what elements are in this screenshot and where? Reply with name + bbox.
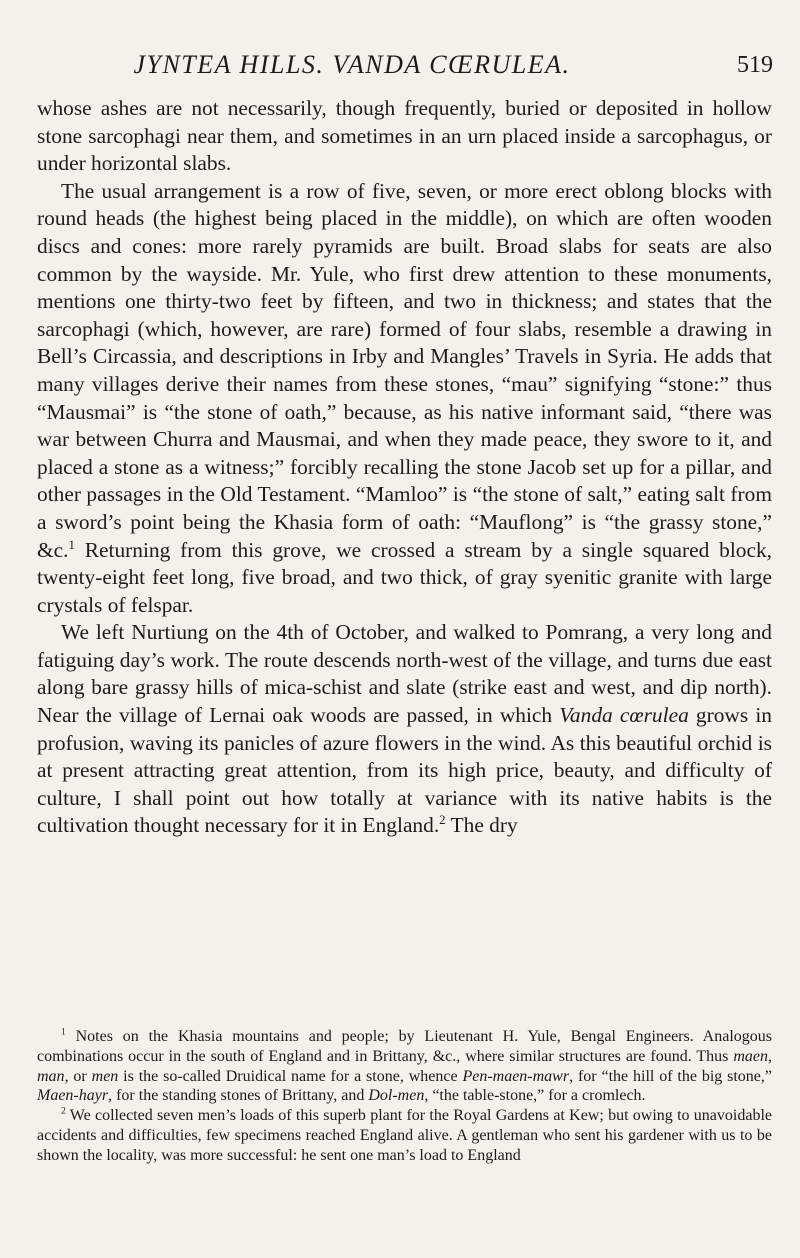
species-name: Vanda cœrulea [559, 703, 689, 728]
running-head: JYNTEA HILLS. VANDA CŒRULEA. [133, 50, 571, 79]
paragraph-text: grows in profusion, waving its panicles of azure flowers in the wind. As this beautiful orchid is at present attracting great attention, from its high price, beauty, and difficulty of culture, I shall point out how totally at variance with its native habits is the cultivation thought necessary for it in England. [37, 703, 772, 838]
paragraph-text: The usual arrangement is a row of five, seven, or more erect oblong blocks with round heads (the highest being placed in the middle), on which are often wooden discs and cones: more rarely pyramids are built. Broad slabs for seats are also common by the wayside. Mr. Yule, who first drew attention to these monuments, mentions one thirty-two feet by fifteen, and two in thickness; and states that the sarcophagi (which, however, are rare) formed of four slabs, resemble a drawing in Bell’s Circassia, and descriptions in Irby and Mangles’ Travels in Syria. He adds that many villages derive their names from these stones, “mau” signifying “stone:” thus “Mausmai” is “the stone of oath,” because, as his native informant said, “there was war between Churra and Mausmai, and when they made peace, they swore to it, and placed a stone as a witness;” forcibly recalling the stone Jacob set up for a pillar, and other passages in the Old Testament. “Mamloo” is “the stone of salt,” eating salt from a sword’s point being the Khasia form of oath: “Mauflong” is “the grassy stone,” &c. [37, 178, 772, 562]
paragraph-text: whose ashes are not necessarily, though frequently, buried or deposited in hollow stone sarcophagi near them, and sometimes in an urn placed inside a sarcophagus, or under horizontal slabs. [37, 96, 772, 176]
footnote-marker: 1 [61, 1026, 66, 1038]
footnote-italic: Pen-maen-mawr [462, 1067, 570, 1085]
footnote-text: is the so-called Druidical name for a stone, whence [118, 1067, 463, 1085]
footnote-italic: man [37, 1067, 65, 1085]
footnotes [37, 1027, 772, 1166]
footnote-text: , for “the hill of the big stone,” [569, 1067, 773, 1085]
footnote-text: , for the standing stones of Brittany, and [108, 1087, 369, 1105]
paragraph-monuments [37, 178, 772, 620]
main-text [37, 95, 772, 840]
footnote-italic: maen [733, 1047, 768, 1065]
paragraph-continuation [37, 95, 772, 178]
paragraph-text: The dry [445, 813, 518, 838]
footnote-text: , [768, 1047, 772, 1065]
footnote-text: , “the table-stone,” for a cromlech. [424, 1087, 646, 1105]
footnote-marker: 2 [61, 1105, 66, 1117]
paragraph-text: Returning from this grove, we crossed a stream by a single squared block, twenty-eight feet long, five broad, and two thick, of gray syenitic granite with large crystals of felspar. [37, 537, 772, 617]
footnote-reference-2: 2 [439, 813, 446, 828]
paragraph-pomrang [37, 619, 772, 840]
footnote-text: We collected seven men’s loads of this superb plant for the Royal Gardens at Kew; but owing to unavoidable accidents and difficulties, few specimens reached England alive. A gentleman who sent his gardener with us to be shown the locality, was more successful: he sent one man’s load to England [37, 1107, 772, 1164]
paragraph-text: We left Nurtiung on the 4th of October, and walked to Pomrang, a very long and fatiguing day’s work. The route descends north-west of the village, and turns due east along bare grassy hills of mica-schist and slate (strike east and west, and dip north). Near the village of Lernai oak woods are passed, in which [37, 620, 772, 728]
footnote-italic: men [91, 1067, 119, 1085]
page-number: 519 [737, 52, 773, 78]
footnote-italic: Maen-hayr [37, 1087, 109, 1105]
footnote-text: , or [64, 1067, 92, 1085]
footnote-reference-1: 1 [68, 537, 75, 552]
footnote-text: Notes on the Khasia mountains and people; by Lieutenant H. Yule, Bengal Engineers. Analogous combinations occur in the south of England and in Brittany, &c., where similar structures are found. Thus [37, 1028, 772, 1065]
footnote-2 [37, 1106, 772, 1165]
footnote-1 [37, 1027, 772, 1106]
footnote-italic: Dol-men [368, 1087, 425, 1105]
